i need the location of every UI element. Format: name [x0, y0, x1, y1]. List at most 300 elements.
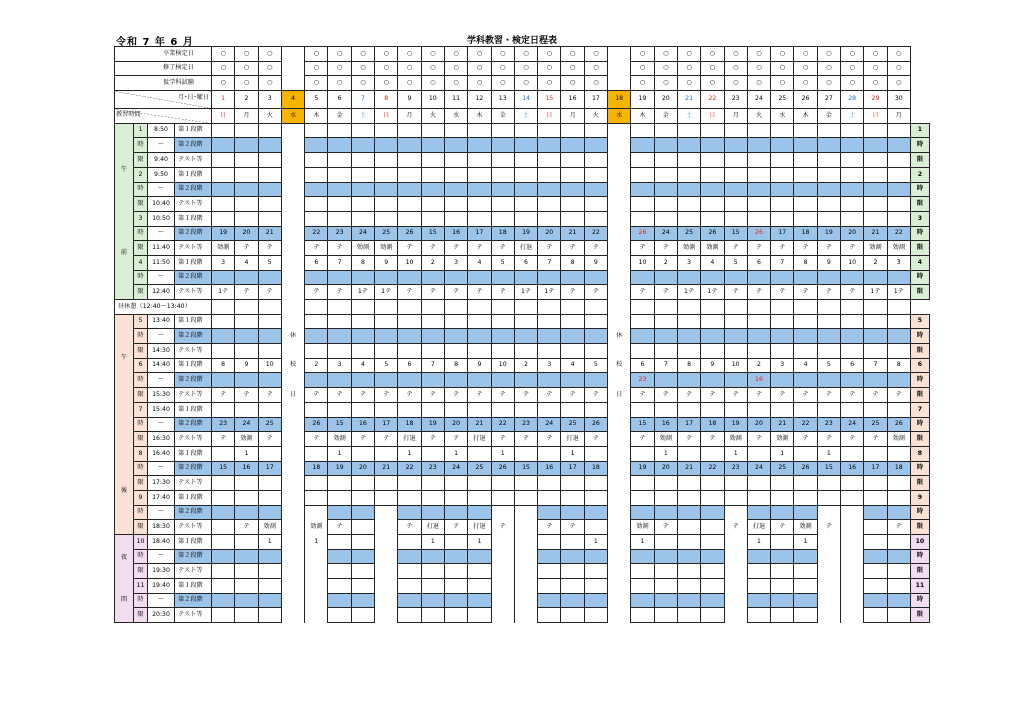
side-period-word: 限	[910, 285, 929, 300]
lesson-number: 1	[421, 535, 444, 550]
cell	[398, 314, 421, 329]
cell	[794, 373, 817, 388]
cell	[305, 344, 328, 359]
cell	[677, 520, 700, 535]
cell	[351, 549, 374, 564]
cell	[468, 476, 491, 491]
cell	[654, 593, 677, 608]
period-end: 17:30	[148, 476, 175, 491]
test-cell: テ	[864, 432, 887, 447]
cell	[375, 270, 398, 285]
cell	[212, 446, 235, 461]
exam-mark: ○	[375, 61, 398, 76]
test-cell: 打退	[468, 520, 491, 535]
cell	[538, 344, 561, 359]
cell	[235, 314, 258, 329]
cell	[468, 490, 491, 505]
lesson-number: 16	[654, 417, 677, 432]
test-cell: テ	[305, 241, 328, 256]
period-tilde: 〜	[148, 461, 175, 476]
test-cell: テ	[561, 388, 584, 403]
exam-mark: ○	[328, 76, 351, 91]
lesson-number: 18	[794, 226, 817, 241]
exam-mark: ○	[561, 76, 584, 91]
cell	[631, 329, 654, 344]
period-number: 2	[134, 167, 148, 182]
period-tilde: 〜	[148, 138, 175, 153]
day-number: 20	[654, 91, 677, 109]
cell	[444, 300, 467, 315]
test-cell: 効測	[328, 432, 351, 447]
side-period-word: 限	[910, 388, 929, 403]
test-cell: 1テ	[864, 285, 887, 300]
test-cell: テ	[794, 285, 817, 300]
cell	[887, 138, 910, 153]
cell	[771, 373, 794, 388]
section-label	[115, 535, 134, 623]
cell	[444, 314, 467, 329]
cell	[817, 329, 840, 344]
cell	[771, 593, 794, 608]
side-period-word: 時	[910, 138, 929, 153]
test-cell: テ	[654, 388, 677, 403]
cell	[817, 167, 840, 182]
period-word: 限	[134, 476, 148, 491]
period-word: 限	[134, 564, 148, 579]
cell	[235, 123, 258, 138]
cell	[421, 270, 444, 285]
cell	[491, 564, 514, 579]
cell	[305, 153, 328, 168]
cell	[631, 490, 654, 505]
cell	[677, 329, 700, 344]
cell	[794, 344, 817, 359]
cell	[281, 211, 304, 226]
exam-mark: ○	[328, 47, 351, 62]
period-word: 限	[134, 197, 148, 212]
exam-mark: ○	[561, 47, 584, 62]
cell	[398, 344, 421, 359]
cell	[841, 314, 864, 329]
cell	[468, 329, 491, 344]
test-cell: テ	[375, 388, 398, 403]
test-cell: 効測	[887, 432, 910, 447]
cell	[328, 123, 351, 138]
sub-label: 第１段階	[175, 535, 212, 550]
cell	[747, 579, 770, 594]
section-label	[115, 314, 134, 534]
cell	[305, 505, 328, 520]
exam-mark: ○	[212, 47, 235, 62]
test-cell: テ	[771, 241, 794, 256]
test-cell: テ	[701, 388, 724, 403]
exam-mark: ○	[677, 76, 700, 91]
exam-mark: ○	[817, 61, 840, 76]
cell	[212, 123, 235, 138]
side-period-word: 時	[910, 329, 929, 344]
cell	[468, 153, 491, 168]
exam-mark: ○	[771, 76, 794, 91]
cell	[771, 535, 794, 550]
test-cell: テ	[468, 285, 491, 300]
cell	[654, 564, 677, 579]
test-cell: テ	[491, 432, 514, 447]
cell	[608, 608, 631, 623]
cell	[701, 593, 724, 608]
test-cell: テ	[654, 241, 677, 256]
cell	[468, 138, 491, 153]
cell	[258, 579, 281, 594]
cell	[305, 446, 328, 461]
test-cell: テ	[584, 388, 607, 403]
exam-mark: ○	[794, 47, 817, 62]
exam-mark: ○	[491, 47, 514, 62]
exam-mark: ○	[258, 47, 281, 62]
exam-mark: ○	[747, 76, 770, 91]
cell	[281, 490, 304, 505]
test-cell: テ	[258, 388, 281, 403]
lesson-number: 17	[375, 417, 398, 432]
cell	[305, 373, 328, 388]
lesson-number: 9	[235, 358, 258, 373]
exam-mark: ○	[677, 61, 700, 76]
cell	[281, 461, 304, 476]
lesson-number: 25	[864, 417, 887, 432]
cell	[444, 505, 467, 520]
cell	[817, 579, 840, 594]
cell	[701, 535, 724, 550]
test-cell: 効測	[654, 432, 677, 447]
section-char: 午	[120, 165, 128, 173]
period-start: 8:50	[148, 123, 175, 138]
lesson-number: 15	[328, 417, 351, 432]
day-number: 29	[864, 91, 887, 109]
lesson-number: 25	[468, 461, 491, 476]
cell	[281, 446, 304, 461]
cell	[724, 608, 747, 623]
cell	[747, 402, 770, 417]
exam-mark: ○	[677, 47, 700, 62]
sub-label: テスト等	[175, 520, 212, 535]
test-cell: 打退	[468, 432, 491, 447]
period-word: 時	[134, 505, 148, 520]
cell	[747, 270, 770, 285]
weekday: 火	[258, 109, 281, 124]
sub-label: 第１段階	[175, 490, 212, 505]
lesson-number: 9	[817, 255, 840, 270]
cell	[281, 285, 304, 300]
test-cell: 効測	[258, 520, 281, 535]
cell	[538, 123, 561, 138]
section-char: 夜	[120, 553, 128, 561]
cell	[608, 167, 631, 182]
lesson-number: 1	[258, 535, 281, 550]
cell	[398, 476, 421, 491]
cell	[794, 211, 817, 226]
lesson-number: 6	[398, 358, 421, 373]
test-cell: テ	[841, 241, 864, 256]
cell	[771, 138, 794, 153]
lesson-number: 24	[235, 417, 258, 432]
weekday: 土	[514, 109, 537, 124]
lesson-number: 20	[654, 461, 677, 476]
cell	[305, 608, 328, 623]
weekday: 金	[328, 109, 351, 124]
test-cell: テ	[328, 285, 351, 300]
cell	[677, 153, 700, 168]
test-cell: テ	[398, 520, 421, 535]
cell	[817, 138, 840, 153]
cell	[514, 153, 537, 168]
cell	[654, 490, 677, 505]
weekday: 日	[212, 109, 235, 124]
cell	[794, 123, 817, 138]
exam-mark: ○	[421, 61, 444, 76]
cell	[864, 446, 887, 461]
lesson-number: 1	[305, 535, 328, 550]
lesson-number: 4	[351, 358, 374, 373]
sub-label: 第１段階	[175, 123, 212, 138]
cell	[351, 211, 374, 226]
cell	[468, 579, 491, 594]
test-cell: テ	[817, 520, 840, 535]
cell	[514, 300, 537, 315]
cell	[375, 123, 398, 138]
cell	[468, 549, 491, 564]
weekday: 土	[841, 109, 864, 124]
lesson-number: 8	[794, 255, 817, 270]
cell	[864, 182, 887, 197]
lesson-number: 25	[561, 417, 584, 432]
lesson-number: 1	[817, 446, 840, 461]
cell	[561, 402, 584, 417]
cell	[375, 300, 398, 315]
test-cell: 打退	[421, 520, 444, 535]
cell	[747, 344, 770, 359]
cell	[701, 314, 724, 329]
period-word: 時	[134, 138, 148, 153]
cell	[514, 535, 537, 550]
cell	[212, 476, 235, 491]
exam-mark: ○	[351, 61, 374, 76]
exam-mark: ○	[212, 61, 235, 76]
lesson-number: 7	[771, 255, 794, 270]
cell	[538, 593, 561, 608]
lesson-number: 18	[701, 417, 724, 432]
day-number: 19	[631, 91, 654, 109]
lesson-number: 2	[421, 255, 444, 270]
lesson-number: 17	[561, 461, 584, 476]
cell	[631, 167, 654, 182]
test-cell: 打退	[561, 432, 584, 447]
exam-mark: ○	[514, 47, 537, 62]
cell	[701, 446, 724, 461]
cell	[212, 564, 235, 579]
sub-label: 第２段階	[175, 461, 212, 476]
sub-label: 第１段階	[175, 314, 212, 329]
cell	[771, 167, 794, 182]
cell	[771, 402, 794, 417]
cell	[351, 314, 374, 329]
lesson-number: 5	[584, 358, 607, 373]
test-cell: 効測	[771, 432, 794, 447]
lesson-number: 3	[328, 358, 351, 373]
test-cell: テ	[351, 432, 374, 447]
cell	[724, 505, 747, 520]
cell	[305, 138, 328, 153]
cell	[375, 579, 398, 594]
cell	[375, 490, 398, 505]
exam-mark: ○	[421, 76, 444, 91]
cell	[654, 329, 677, 344]
period-start: 11:50	[148, 255, 175, 270]
day-number: 3	[258, 91, 281, 109]
cell	[398, 153, 421, 168]
cell	[608, 402, 631, 417]
cell	[747, 608, 770, 623]
cell	[841, 138, 864, 153]
cell	[677, 579, 700, 594]
cell	[328, 402, 351, 417]
test-cell: 効測	[794, 520, 817, 535]
cell	[305, 167, 328, 182]
side-period-word: 限	[910, 241, 929, 256]
cell	[351, 344, 374, 359]
cell	[887, 197, 910, 212]
period-word: 限	[134, 432, 148, 447]
cell	[841, 402, 864, 417]
weekday: 木	[794, 109, 817, 124]
test-cell: 打退	[398, 432, 421, 447]
cell	[841, 211, 864, 226]
period-number: 4	[134, 255, 148, 270]
cell	[538, 446, 561, 461]
cell	[235, 505, 258, 520]
cell	[281, 579, 304, 594]
cell	[584, 197, 607, 212]
cell	[771, 329, 794, 344]
period-word: 時	[134, 593, 148, 608]
cell	[887, 446, 910, 461]
cell	[608, 285, 631, 300]
cell	[235, 402, 258, 417]
cell	[817, 300, 840, 315]
period-tilde: 〜	[148, 549, 175, 564]
cell	[398, 564, 421, 579]
cell	[701, 579, 724, 594]
exam-mark: ○	[538, 76, 561, 91]
cell	[375, 344, 398, 359]
cell	[747, 138, 770, 153]
cell	[561, 211, 584, 226]
lesson-number: 16	[351, 417, 374, 432]
lesson-number: 26	[701, 226, 724, 241]
period-word: 時	[134, 270, 148, 285]
cell	[421, 402, 444, 417]
cell	[351, 373, 374, 388]
cell	[747, 211, 770, 226]
lesson-number: 8	[444, 358, 467, 373]
cell	[841, 270, 864, 285]
lesson-number: 8	[887, 358, 910, 373]
test-cell: テ	[724, 285, 747, 300]
exam-mark: ○	[841, 47, 864, 62]
cell	[538, 535, 561, 550]
cell	[305, 402, 328, 417]
period-start: 16:40	[148, 446, 175, 461]
exam-mark: ○	[887, 47, 910, 62]
lesson-number: 18	[398, 417, 421, 432]
day-number: 26	[794, 91, 817, 109]
cell	[281, 549, 304, 564]
cell	[561, 167, 584, 182]
day-number: 17	[584, 91, 607, 109]
cell	[351, 579, 374, 594]
cell	[514, 593, 537, 608]
exam-mark: ○	[747, 61, 770, 76]
period-end: 19:30	[148, 564, 175, 579]
test-cell: テ	[258, 241, 281, 256]
weekday: 日	[864, 109, 887, 124]
cell	[864, 167, 887, 182]
cell	[608, 373, 631, 388]
cell	[258, 564, 281, 579]
cell	[701, 153, 724, 168]
exam-mark	[608, 47, 631, 62]
period-word: 時	[134, 182, 148, 197]
sub-label: 第２段階	[175, 182, 212, 197]
sub-label: 第１段階	[175, 579, 212, 594]
cell	[794, 593, 817, 608]
sub-label: 第１段階	[175, 358, 212, 373]
test-cell: テ	[514, 388, 537, 403]
cell	[235, 300, 258, 315]
cell	[444, 402, 467, 417]
period-word: 限	[134, 241, 148, 256]
cell	[724, 329, 747, 344]
test-cell: テ	[771, 285, 794, 300]
cell	[235, 182, 258, 197]
cell	[421, 593, 444, 608]
section-char: 後	[120, 487, 128, 495]
lesson-number: 24	[538, 417, 561, 432]
cell	[444, 197, 467, 212]
cell	[514, 167, 537, 182]
cell	[328, 490, 351, 505]
cell	[631, 579, 654, 594]
cell	[444, 123, 467, 138]
test-cell: テ	[584, 432, 607, 447]
cell	[817, 211, 840, 226]
cell	[305, 579, 328, 594]
side-period-word: 限	[910, 520, 929, 535]
cell	[887, 123, 910, 138]
test-cell: テ	[235, 520, 258, 535]
cell	[538, 300, 561, 315]
cell	[817, 505, 840, 520]
cell	[841, 505, 864, 520]
lesson-number: 16	[747, 373, 770, 388]
cell	[328, 373, 351, 388]
cell	[864, 314, 887, 329]
cell	[771, 153, 794, 168]
lesson-number: 6	[631, 358, 654, 373]
lesson-number: 3	[212, 255, 235, 270]
cell	[444, 608, 467, 623]
side-period-word: 時	[910, 226, 929, 241]
cell	[584, 182, 607, 197]
cell	[514, 123, 537, 138]
